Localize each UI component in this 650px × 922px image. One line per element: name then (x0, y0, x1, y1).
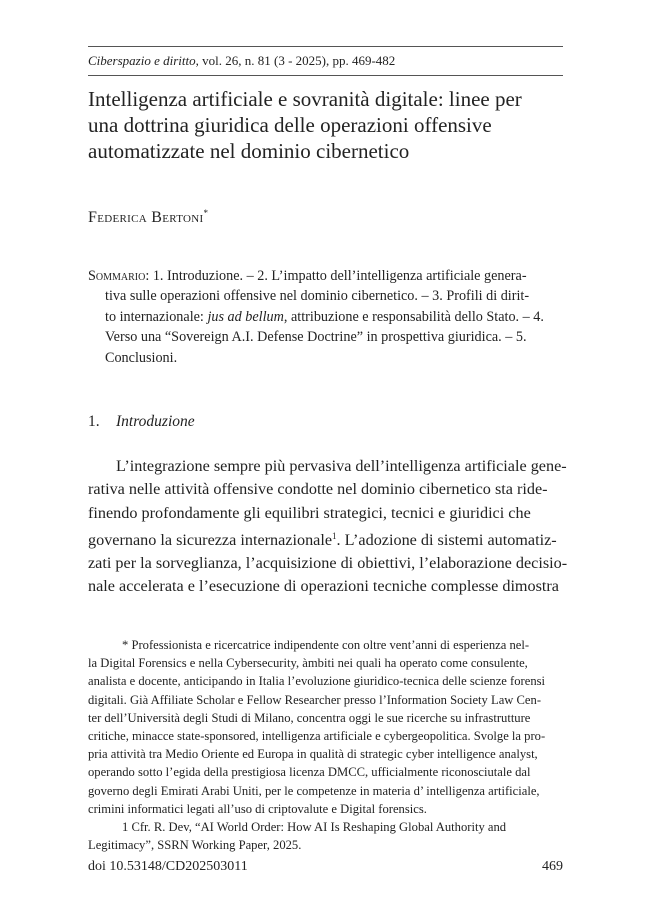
summary-line: tiva sulle operazioni offensive nel dominio cibernetico. – 3. Profili di dirit- (105, 288, 530, 305)
summary-italic-term: jus ad bellum (207, 308, 284, 325)
body-line: L’integrazione sempre più pervasiva dell’intelligenza artificiale gene- (116, 457, 567, 475)
footnote-line: ter dell’Università degli Studi di Milano, concentra oggi le sue ricerche su infrastrutture (88, 710, 531, 725)
footnote-line: governo degli Emirati Arabi Uniti, per le competenze in materia d’ intelligenza artificiale, (88, 783, 540, 798)
author-name (88, 203, 208, 228)
summary-line (88, 307, 564, 327)
summary-block (88, 266, 564, 368)
journal-title: Ciberspazio e diritto (88, 53, 196, 68)
summary-line: Conclusioni. (105, 349, 178, 366)
body-line: finendo profondamente gli equilibri strategici, tecnici e giuridici che (88, 503, 531, 522)
body-text-segment: . L’adozione di sistemi automatiz- (336, 530, 557, 549)
header-top-rule (88, 46, 563, 47)
summary-line: Verso una “Sovereign A.I. Defense Doctrine” in prospettiva giuridica. – 5. (105, 329, 527, 346)
summary-text: to internazionale: (105, 308, 208, 325)
title-line: Intelligenza artificiale e sovranità digitale: linee per (88, 87, 522, 111)
title-line: una dottrina giuridica delle operazioni offensive (88, 113, 492, 137)
summary-line (88, 266, 564, 286)
author-footnote-mark: * (203, 208, 209, 218)
footnote-line: operando sotto l’egida della prestigiosa licenza DMCC, ufficialmente riconosciutale dal (88, 765, 531, 780)
body-text-segment: governano la sicurezza internazionale (88, 530, 333, 549)
doi-footer[interactable]: doi 10.53148/CD202503011 (88, 859, 248, 874)
header-bottom-rule (88, 75, 563, 76)
footnote-line: analista e docente, anticipando in Italia l’evoluzione giuridico-tecnica delle scienze forensi (88, 674, 546, 689)
article-title (88, 86, 568, 164)
journal-details: , vol. 26, n. 81 (3 - 2025), pp. 469-482 (195, 53, 396, 68)
body-line: rativa nelle attività offensive condotte nel dominio cibernetico sta ride- (88, 480, 548, 499)
page-number: 469 (542, 859, 563, 874)
body-line: nale accelerata e l’esecuzione di operazioni tecniche complesse dimostra (88, 577, 559, 596)
section-title: Introduzione (116, 413, 195, 430)
body-line: zati per la sorveglianza, l’acquisizione di obiettivi, l’elaborazione decisio- (88, 554, 568, 573)
body-text (88, 455, 568, 599)
footnote-line: critiche, minacce state-sponsored, intelligenza artificiale e cybergeopolitica. Svolge la pro- (88, 729, 546, 744)
title-line: automatizzate nel dominio cibernetico (88, 139, 410, 163)
summary-label: Sommario: (88, 268, 150, 284)
footnotes-block (88, 636, 564, 854)
footnote-line: * Professionista e ricercatrice indipendente con oltre vent’anni di esperienza nel- (122, 638, 530, 652)
journal-citation (88, 53, 395, 69)
summary-text: , attribuzione e responsabilità dello Stato. – 4. (283, 308, 544, 325)
footnote-line: 1 Cfr. R. Dev, “AI World Order: How AI Is Reshaping Global Authority and (122, 820, 507, 835)
author-name-text: Federica Bertoni (88, 209, 204, 226)
footnote-ref: 1 (332, 530, 337, 541)
section-heading (88, 412, 195, 432)
section-number: 1. (88, 413, 100, 430)
footnote-line: Legitimacy”, SSRN Working Paper, 2025. (88, 838, 302, 853)
footnote-line: pria attività tra Medio Oriente ed Europa in qualità di strategic cyber intelligence analyst, (88, 747, 538, 762)
footnote-line: la Digital Forensics e nella Cybersecurity, àmbiti nei quali ha operato come consulente, (88, 656, 528, 671)
summary-text: 1. Introduzione. – 2. L’impatto dell’intelligenza artificiale genera- (149, 268, 527, 284)
footnote-line: digitali. Già Affiliate Scholar e Fellow Researcher presso l’Information Society Law Cen- (88, 692, 542, 707)
footnote-line: crimini informatici legati all’uso di criptovalute e Digital forensics. (88, 801, 427, 816)
body-line (88, 525, 564, 552)
